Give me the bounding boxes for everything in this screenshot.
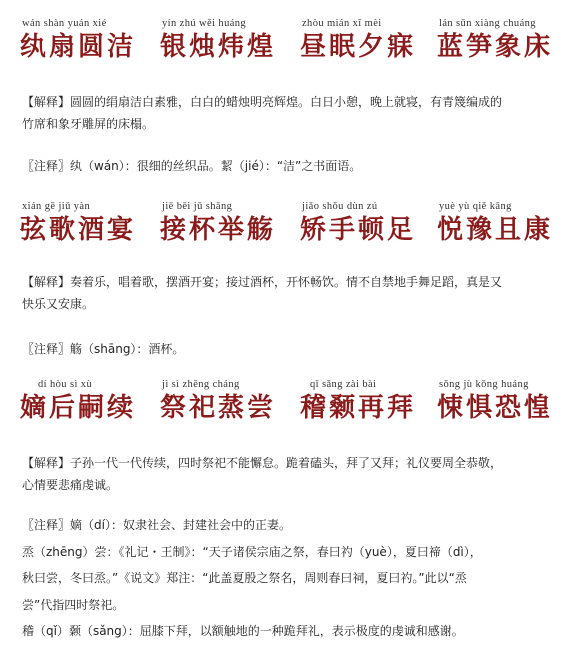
phrase-row-1 [0,17,575,69]
note-line: 烝（zhēng）尝：《礼记・王制》：“天子诸侯宗庙之祭，春曰礿（yuè），夏曰禘（dì）， [22,544,482,559]
note-line: 尝”代指四时祭祀。 [22,597,125,612]
phrase [20,378,160,424]
phrase [437,17,575,63]
pinyin: dí hòu sì xù [38,379,93,390]
phrase-characters: 蓝笋象床 [437,32,554,62]
phrase-characters: 接杯举觞 [160,215,277,245]
pinyin: xián gē jiǔ yàn [22,201,91,212]
phrase [20,17,160,63]
phrase-characters: 昼眠夕寐 [300,32,417,62]
phrase [20,200,160,246]
phrase-characters: 矫手顿足 [300,215,417,245]
phrase [160,17,300,63]
phrase [300,200,440,246]
note-line: 〖注释〗嫡（dí）：奴隶社会、封建社会中的正妻。 [22,518,291,532]
phrase-row-2 [0,200,575,252]
phrase [300,17,440,63]
explanation-line: 【解释】奏着乐，唱着歌，摆酒开宴；接过酒杯，开怀畅饮。情不自禁地手舞足蹈，真是又 [22,275,503,289]
pinyin: sǒng jù kǒng huáng [439,379,529,390]
pinyin: qǐ sǎng zài bài [310,379,377,390]
note-line: 〖注释〗纨（wán）：很细的丝织品。絜（jié）：“洁”之书面语。 [22,159,362,173]
phrase-characters: 嫡后嗣续 [20,393,137,423]
phrase [160,200,300,246]
note-line: 〖注释〗觞（shāng）：酒杯。 [22,342,185,356]
pinyin: yín zhú wěi huáng [162,18,247,29]
phrase-characters: 悦豫且康 [437,215,554,245]
explanation-line: 快乐又安康。 [22,297,95,311]
phrase [437,378,575,424]
phrase-characters: 悚惧恐惶 [437,393,554,423]
phrase-characters: 纨扇圆洁 [20,32,137,62]
phrase-characters: 弦歌酒宴 [20,215,137,245]
note [22,512,562,645]
explanation [22,91,554,135]
pinyin: lán sǔn xiàng chuáng [439,18,536,29]
note [22,155,554,177]
pinyin: jì sì zhēng cháng [162,379,240,390]
pinyin: wán shàn yuán xié [22,18,107,29]
explanation-line: 竹席和象牙雕屏的床榻。 [22,117,155,131]
pinyin: zhòu mián xī mèi [302,18,382,29]
phrase-characters: 稽颡再拜 [300,393,417,423]
phrase [437,200,575,246]
phrase [300,378,440,424]
pinyin: jiē bēi jǔ shāng [162,201,233,212]
phrase-row-3 [0,378,575,430]
pinyin: jiǎo shǒu dùn zú [302,201,378,212]
note-line: 稽（qǐ）颡（sǎng）：屈膝下拜，以额触地的一种跪拜礼，表示极度的虔诚和感谢。 [22,624,464,638]
note-line: 秋曰尝，冬曰烝。”《说文》郑注：“此盖夏殷之祭名，周则春曰祠，夏曰礿。”此以“烝 [22,571,467,585]
explanation-line: 心情要悲痛虔诚。 [22,478,119,492]
pinyin: yuè yù qiě kāng [439,201,512,212]
explanation [22,452,554,496]
phrase-characters: 银烛炜煌 [160,32,277,62]
explanation [22,271,554,315]
phrase-characters: 祭祀蒸尝 [160,393,277,423]
explanation-line: 【解释】子孙一代一代传续，四时祭祀不能懈怠。跪着磕头，拜了又拜；礼仪要周全恭敬， [22,456,503,470]
phrase [160,378,300,424]
note [22,338,554,360]
explanation-line: 【解释】圆圆的绢扇洁白素雅，白白的蜡烛明亮辉煌。白日小憩，晚上就寝，有青篾编成的 [22,95,503,109]
